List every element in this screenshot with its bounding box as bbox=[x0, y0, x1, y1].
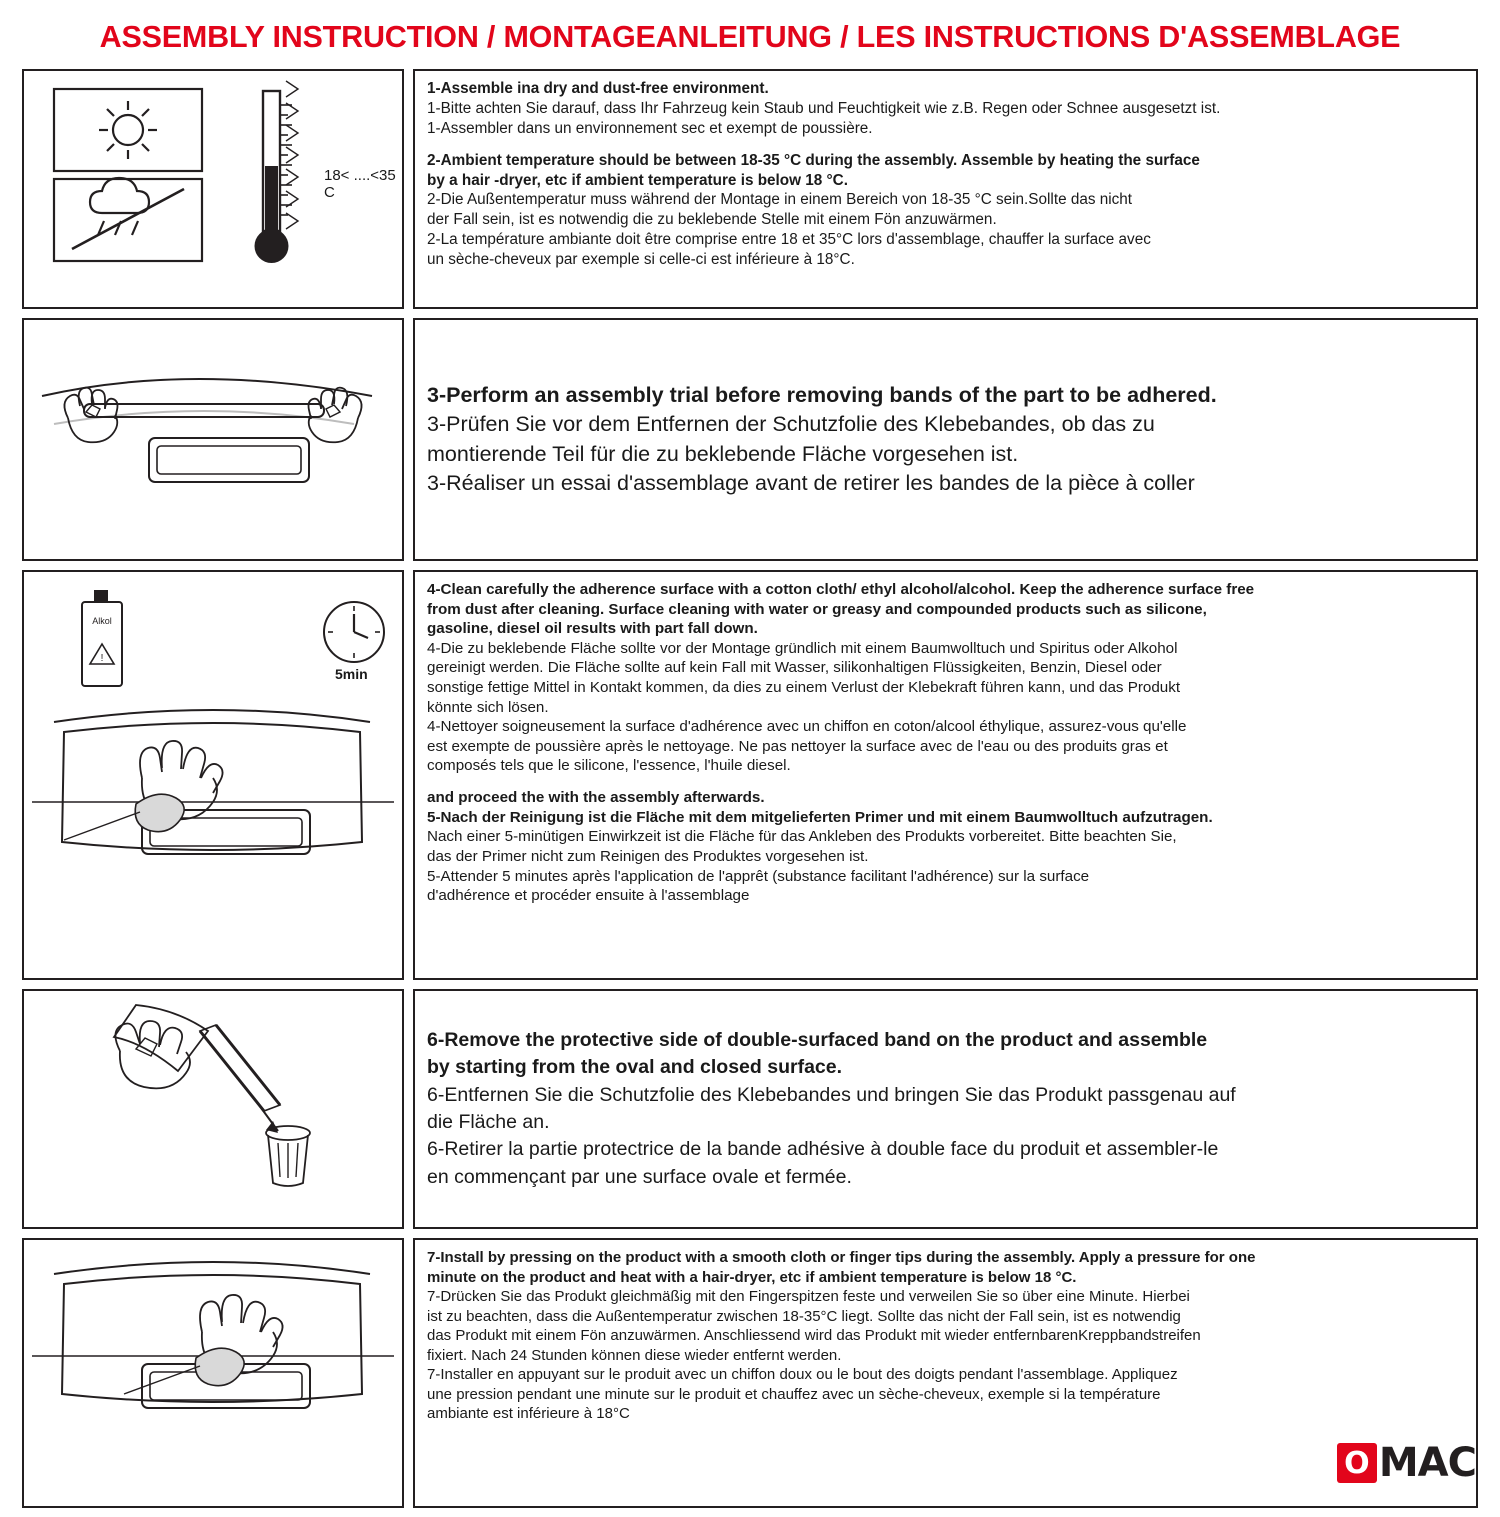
step-line: 4-Die zu beklebende Fläche sollte vor der Montage gründlich mit einem Baumwolltuch und Spiritus oder Alkohol bbox=[427, 639, 1178, 657]
step-line: and proceed the with the assembly afterwards. bbox=[427, 789, 765, 807]
temperature-label: 18< ....<35 C bbox=[324, 167, 396, 201]
step-line: 7-Drücken Sie das Produkt gleichmäßig mit den Fingerspitzen feste und verweilen Sie so über eine Minute. Hierbei bbox=[427, 1288, 1190, 1305]
step-line: by starting from the oval and closed surface. bbox=[427, 1056, 843, 1079]
step-line: gereinigt werden. Die Fläche sollte auf kein Fall mit Wasser, silikonhaltigen Flüssigkeiten, Benzin, Diesel oder bbox=[427, 659, 1162, 677]
step-line: est exempte de poussière après le nettoyage. Ne pas nettoyer la surface avec de l'eau ou des produits gras et bbox=[427, 737, 1168, 755]
illustration-alcohol-clock-cleaning bbox=[22, 570, 404, 980]
step-line: 4-Clean carefully the adherence surface with a cotton cloth/ ethyl alcohol/alcohol. Keep the adherence surface free bbox=[427, 581, 1255, 598]
step-line: en commençant par une surface ovale et fermée. bbox=[427, 1165, 852, 1188]
step-line: das der Primer nicht zum Reinigen des Produktes vorgesehen ist. bbox=[427, 847, 869, 865]
step-text-1-2 bbox=[413, 69, 1478, 309]
step-line: by a hair -dryer, etc if ambient temperature is below 18 °C. bbox=[427, 171, 848, 189]
step-line: 3-Prüfen Sie vor dem Entfernen der Schutzfolie des Klebebandes, ob das zu bbox=[427, 412, 1155, 437]
brand-mark: O bbox=[1337, 1443, 1377, 1483]
step-row-2 bbox=[22, 318, 1478, 561]
step-row-3 bbox=[22, 570, 1478, 980]
step-line: d'adhérence et procéder ensuite à l'assemblage bbox=[427, 887, 750, 905]
step-line: 4-Nettoyer soigneusement la surface d'adhérence avec un chiffon en coton/alcool éthylique, assurez-vous qu'elle bbox=[427, 718, 1187, 736]
step-line: 1-Assembler dans un environnement sec et exempt de poussière. bbox=[427, 119, 873, 137]
step-line: könnte sich lösen. bbox=[427, 698, 549, 716]
step-line: 2-Ambient temperature should be between 18-35 °C during the assembly. Assemble by heating the surface bbox=[427, 151, 1200, 169]
step-line: un sèche-cheveux par exemple si celle-ci est inférieure à 18°C. bbox=[427, 251, 855, 268]
step-line: 2-Die Außentemperatur muss während der Montage in einem Bereich von 18-35 °C sein.Sollte das nicht bbox=[427, 191, 1133, 209]
step-line: 3-Réaliser un essai d'assemblage avant de retirer les bandes de la pièce à coller bbox=[427, 470, 1195, 495]
step-line: composés tels que le silicone, l'essence, l'huile diesel. bbox=[427, 757, 791, 775]
illustration-peel-tape-into-bin bbox=[22, 989, 404, 1229]
step-line: from dust after cleaning. Surface cleaning with water or greasy and compounded products such as silicone, bbox=[427, 600, 1207, 618]
step-line: das Produkt mit einem Fön anzuwärmen. Anschliessend wird das Produkt mit wieder entfernbarenKreppbandstreifen bbox=[427, 1327, 1201, 1344]
step-line: Nach einer 5-minütigen Einwirkzeit ist die Fläche für das Ankleben des Produkts vorbereitet. Bitte beachten Sie, bbox=[427, 828, 1177, 846]
step-line: 3-Perform an assembly trial before removing bands of the part to be adhered. bbox=[427, 383, 1217, 408]
step-line: 6-Entfernen Sie die Schutzfolie des Klebebandes und bringen Sie das Produkt passgenau auf bbox=[427, 1083, 1236, 1106]
brand-logo bbox=[1337, 1440, 1476, 1486]
step-text-4-5 bbox=[413, 570, 1478, 980]
steps-container bbox=[22, 69, 1478, 1517]
svg-text:!: ! bbox=[100, 653, 104, 664]
illustration-sun-no-rain-thermometer bbox=[22, 69, 404, 309]
step-row-5 bbox=[22, 1238, 1478, 1508]
step-line: 2-La température ambiante doit être comprise entre 18 et 35°C lors d'assemblage, chauffer la surface avec bbox=[427, 231, 1151, 249]
page-title: ASSEMBLY INSTRUCTION / MONTAGEANLEITUNG / LES INSTRUCTIONS D'ASSEMBLAGE bbox=[99, 20, 1401, 54]
step-line: 5-Nach der Reinigung ist die Fläche mit dem mitgelieferten Primer und mit einem Baumwolltuch aufzutragen. bbox=[427, 808, 1213, 826]
clock-label: 5min bbox=[335, 666, 368, 682]
step-line: sonstige fettige Mittel in Kontakt kommen, da dies zu einem Verlust der Klebekraft führen kann, und das Produkt bbox=[427, 679, 1181, 697]
step-line: ambiante est inférieure à 18°C bbox=[427, 1405, 630, 1422]
step-line: 1-Assemble ina dry and dust-free environment. bbox=[427, 80, 769, 97]
illustration-hands-trial-fit bbox=[22, 318, 404, 561]
step-line: minute on the product and heat with a hair-dryer, etc if ambient temperature is below 18 °C. bbox=[427, 1268, 1077, 1286]
step-line: une pression pendant une minute sur le produit et chauffez avec un sèche-cheveux, exemple si la température bbox=[427, 1385, 1161, 1403]
step-line: 5-Attender 5 minutes après l'application de l'apprêt (substance facilitant l'adhérence) sur la surface bbox=[427, 867, 1090, 885]
step-text-7 bbox=[413, 1238, 1478, 1508]
step-line: 6-Remove the protective side of double-surfaced band on the product and assemble bbox=[427, 1029, 1208, 1052]
step-line: gasoline, diesel oil results with part fall down. bbox=[427, 620, 758, 638]
step-row-1 bbox=[22, 69, 1478, 309]
brand-name: MAC bbox=[1378, 1440, 1476, 1486]
step-line: 6-Retirer la partie protectrice de la bande adhésive à double face du produit et assembler-le bbox=[427, 1138, 1219, 1161]
svg-text:Alkol: Alkol bbox=[92, 616, 112, 626]
illustration-hand-pressing-product bbox=[22, 1238, 404, 1508]
step-line: 7-Installer en appuyant sur le produit avec un chiffon doux ou le bout des doigts pendant l'assemblage. Appliquez bbox=[427, 1366, 1178, 1383]
step-line: der Fall sein, ist es notwendig die zu beklebende Stelle mit einem Fön anzuwärmen. bbox=[427, 211, 997, 229]
step-line: fixiert. Nach 24 Stunden können diese wieder entfernt werden. bbox=[427, 1346, 842, 1364]
step-text-6 bbox=[413, 989, 1478, 1229]
step-line: die Fläche an. bbox=[427, 1111, 550, 1133]
step-line: 7-Install by pressing on the product with a smooth cloth or finger tips during the assembly. Apply a pressure for one bbox=[427, 1249, 1256, 1266]
step-line: montierende Teil für die zu beklebende Fläche vorgesehen ist. bbox=[427, 441, 1019, 466]
step-text-3 bbox=[413, 318, 1478, 561]
step-line: ist zu beachten, dass die Außentemperatur zwischen 18-35°C liegt. Sollte das nicht der Fall sein, ist es notwendig bbox=[427, 1307, 1181, 1325]
step-line: 1-Bitte achten Sie darauf, dass Ihr Fahrzeug kein Staub und Feuchtigkeit wie z.B. Regen oder Schnee ausgesetzt ist. bbox=[427, 99, 1221, 117]
step-row-4 bbox=[22, 989, 1478, 1229]
